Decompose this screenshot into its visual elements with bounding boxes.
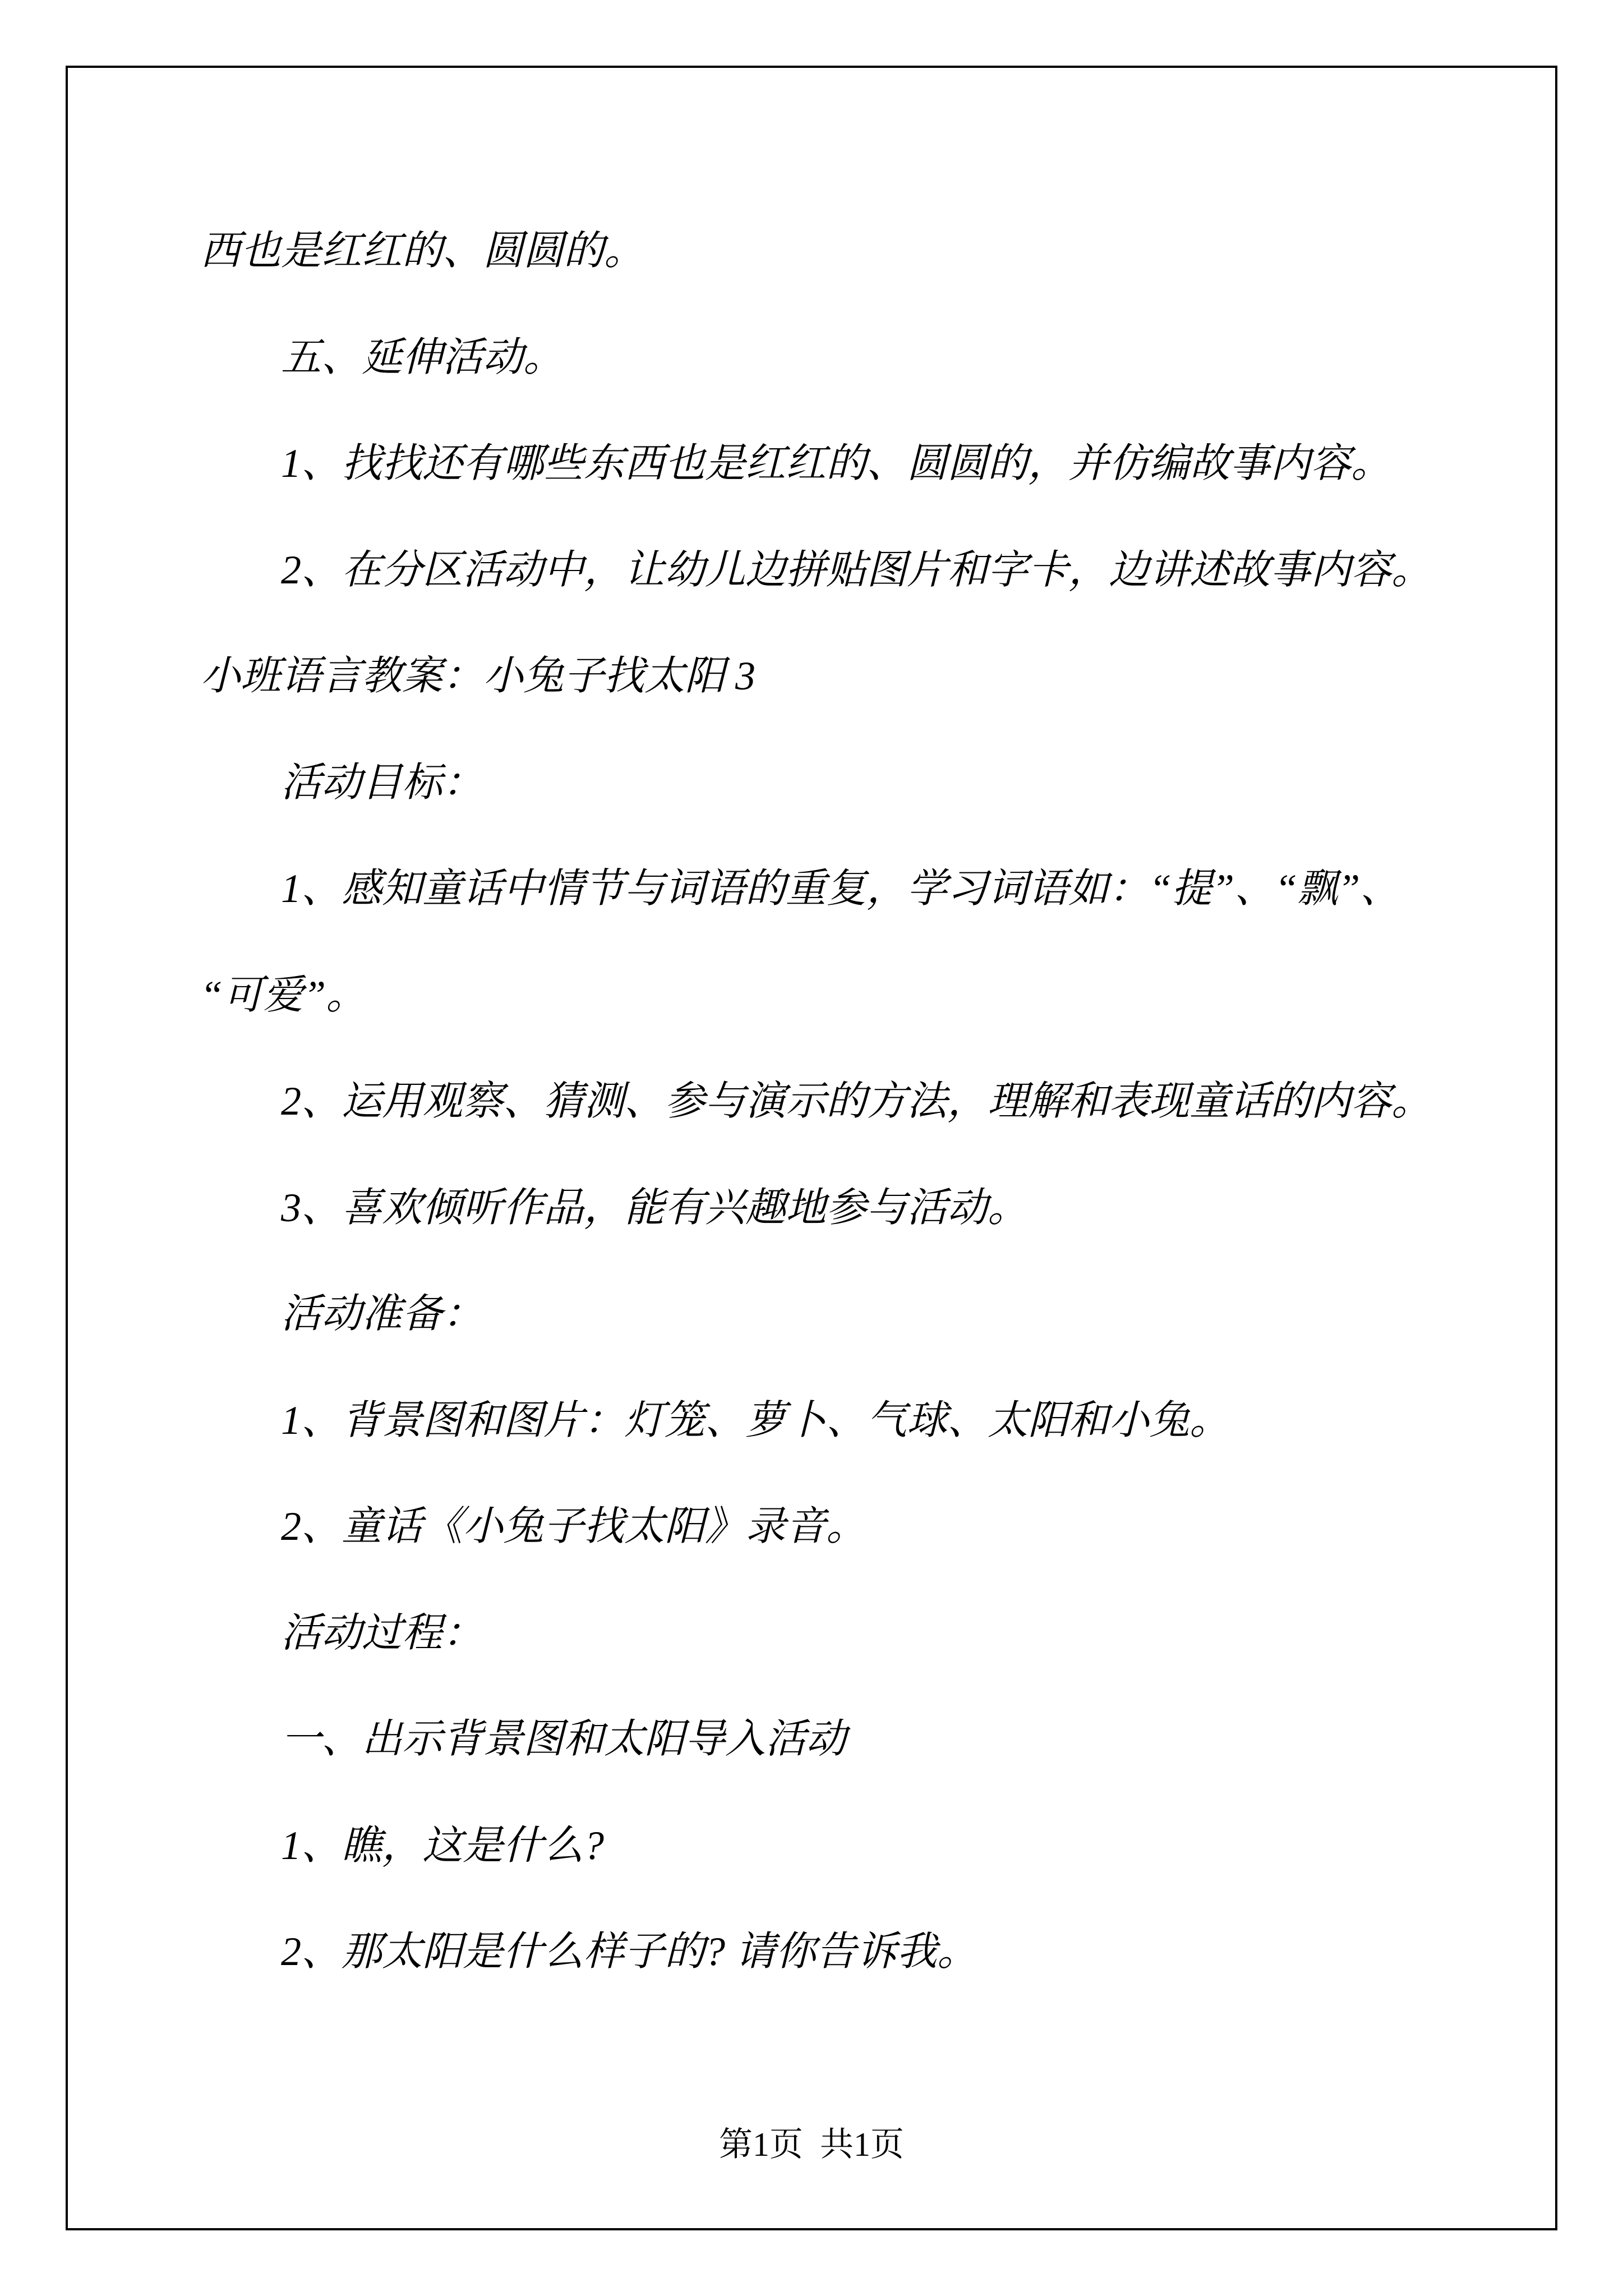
text-line: 3、喜欢倾听作品，能有兴趣地参与活动。 [281, 1185, 1029, 1230]
text-line: 一、出示背景图和太阳导入活动 [281, 1717, 847, 1761]
text-line: 2、在分区活动中，让幼儿边拼贴图片和字卡，边讲述故事内容。 [281, 547, 1432, 592]
text-line: 1、背景图和图片：灯笼、萝卜、气球、太阳和小兔。 [281, 1397, 1230, 1443]
text-line: 2、童话《小兔子找太阳》录音。 [281, 1504, 867, 1549]
text-line: 小班语言教案：小兔子找太阳 3 [200, 654, 756, 698]
text-line: 西也是红红的、圆圆的。 [200, 228, 645, 273]
text-line: 五、延伸活动。 [281, 334, 564, 380]
text-line: 2、运用观察、猜测、参与演示的方法，理解和表现童话的内容。 [281, 1079, 1432, 1124]
text-line: 1、找找还有哪些东西也是红红的、圆圆的，并仿编故事内容。 [281, 441, 1392, 486]
page-footer: 第1页 共1页 [719, 2126, 904, 2163]
text-line: 活动目标： [281, 760, 483, 805]
text-line: 1、感知童话中情节与词语的重复，学习词语如：“提”、“飘”、 [281, 866, 1401, 911]
text-line: 活动过程： [281, 1610, 483, 1655]
document-body [200, 198, 1544, 2005]
text-line: 2、那太阳是什么样子的? 请你告诉我。 [281, 1929, 978, 1974]
text-line: 1、瞧，这是什么? [281, 1823, 605, 1868]
text-line: “可爱”。 [200, 972, 367, 1018]
text-line: 活动准备： [281, 1291, 483, 1336]
